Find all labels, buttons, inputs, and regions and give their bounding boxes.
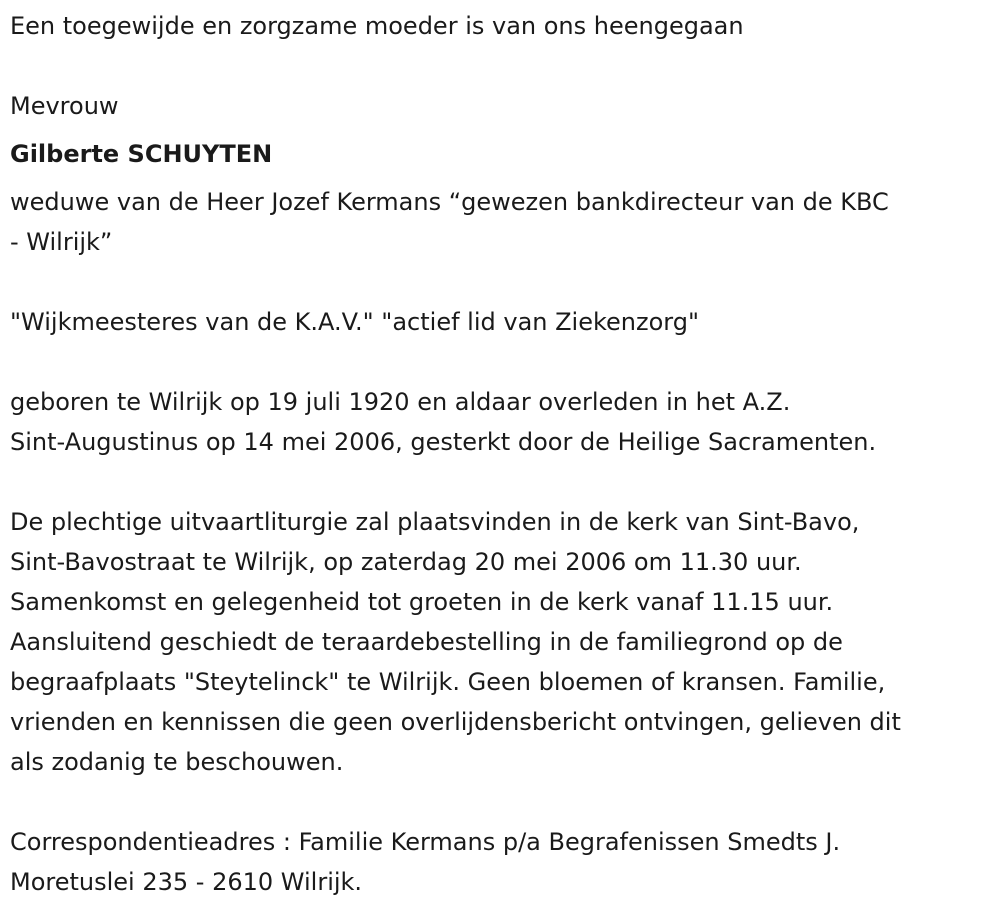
- funeral-line-5: begraafplaats "Steytelinck" te Wilrijk. Geen bloemen of kransen. Familie,: [10, 668, 886, 696]
- roles-line: "Wijkmeesteres van de K.A.V." "actief lid van Ziekenzorg": [10, 308, 700, 336]
- deceased-name: Gilberte SCHUYTEN: [10, 140, 273, 168]
- funeral-line-4: Aansluitend geschiedt de teraardebestelling in de familiegrond op de: [10, 628, 843, 656]
- funeral-line-3: Samenkomst en gelegenheid tot groeten in de kerk vanaf 11.15 uur.: [10, 588, 834, 616]
- life-line-2: Sint-Augustinus op 14 mei 2006, gesterkt door de Heilige Sacramenten.: [10, 428, 877, 456]
- life-line-1: geboren te Wilrijk op 19 juli 1920 en aldaar overleden in het A.Z.: [10, 388, 791, 416]
- funeral-line-1: De plechtige uitvaartliturgie zal plaatsvinden in de kerk van Sint-Bavo,: [10, 508, 860, 536]
- intro-line: Een toegewijde en zorgzame moeder is van ons heengegaan: [10, 12, 744, 40]
- funeral-line-7: als zodanig te beschouwen.: [10, 748, 344, 776]
- correspondence-line-2: Moretuslei 235 - 2610 Wilrijk.: [10, 868, 363, 896]
- funeral-line-2: Sint-Bavostraat te Wilrijk, op zaterdag 20 mei 2006 om 11.30 uur.: [10, 548, 802, 576]
- funeral-line-6: vrienden en kennissen die geen overlijdensbericht ontvingen, gelieven dit: [10, 708, 901, 736]
- correspondence-line-1: Correspondentieadres : Familie Kermans p/a Begrafenissen Smedts J.: [10, 828, 841, 856]
- spouse-line-2: - Wilrijk”: [10, 228, 113, 256]
- spouse-line-1: weduwe van de Heer Jozef Kermans “gewezen bankdirecteur van de KBC: [10, 188, 889, 216]
- honorific: Mevrouw: [10, 92, 119, 120]
